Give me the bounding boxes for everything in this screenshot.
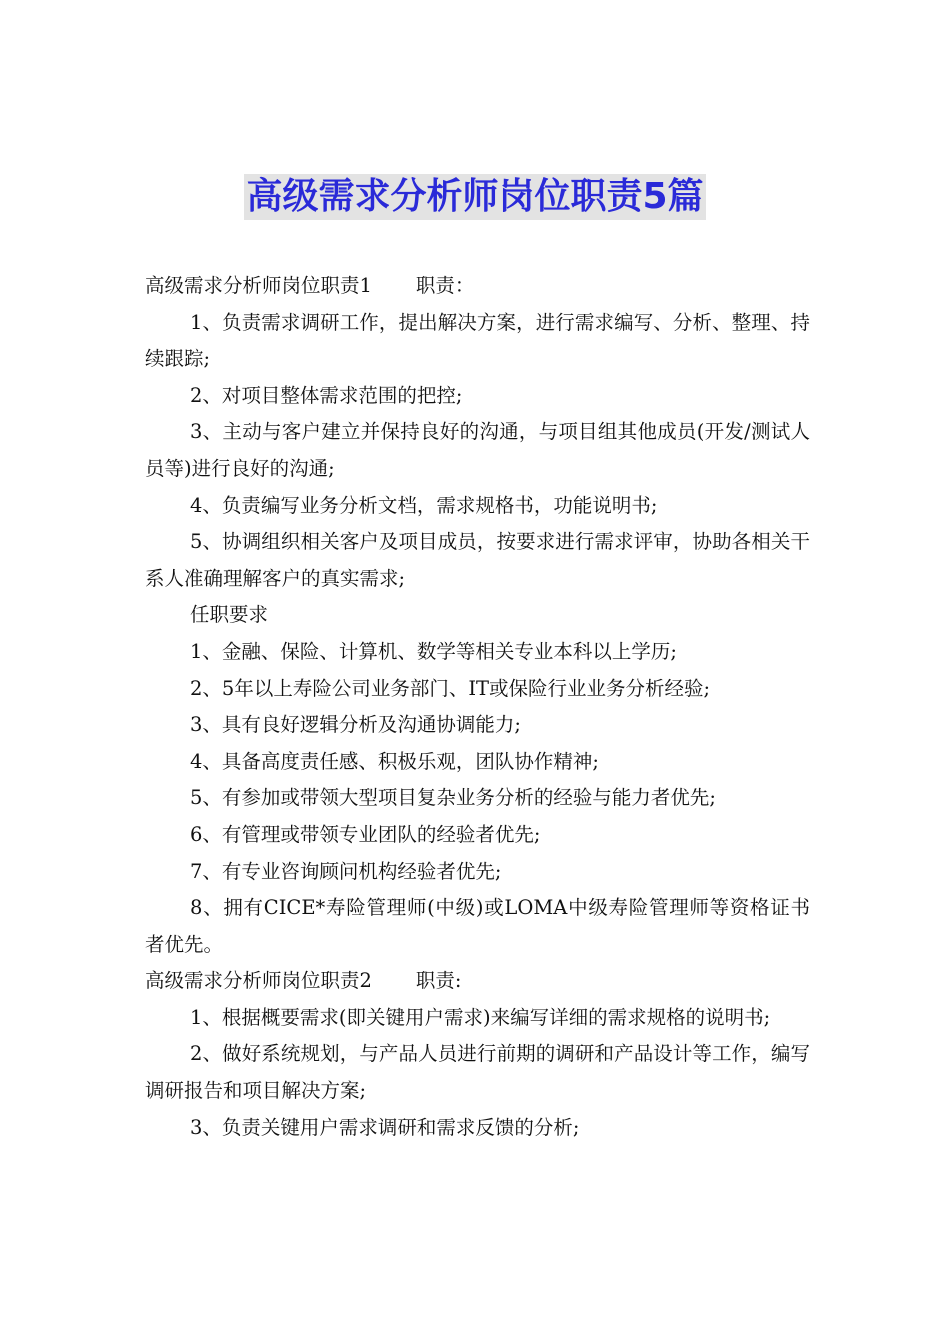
duty-item: 1、根据概要需求(即关键用户需求)来编写详细的需求规格的说明书; (190, 1005, 771, 1029)
requirement-item: 1、金融、保险、计算机、数学等相关专业本科以上学历; (190, 639, 677, 663)
section-heading-1-suffix: 职责： (415, 274, 475, 297)
section-heading-1 (145, 268, 810, 305)
requirement-item: 3、具有良好逻辑分析及沟通协调能力; (190, 713, 521, 737)
document-title: 高级需求分析师岗位职责5篇 (244, 174, 705, 220)
title-container (0, 174, 950, 220)
duty-item: 3、负责关键用户需求调研和需求反馈的分析; (190, 1115, 580, 1139)
requirements-heading: 任职要求 (190, 603, 269, 627)
section-heading-2-suffix: 职责: (415, 969, 462, 993)
document-body (145, 268, 810, 1146)
duty-item: 2、对项目整体需求范围的把控; (190, 383, 463, 407)
requirement-item: 6、有管理或带领专业团队的经验者优先; (190, 822, 541, 846)
requirement-item: 5、有参加或带领大型项目复杂业务分析的经验与能力者优先; (190, 786, 716, 810)
section-heading-2 (145, 963, 810, 1000)
duty-item: 1、负责需求调研工作，提出解决方案，进行需求编写、分析、整理、持续跟踪; (145, 310, 810, 371)
requirement-item: 4、具备高度责任感、积极乐观，团队协作精神; (190, 749, 599, 773)
section-heading-1-text: 高级需求分析师岗位职责1 (145, 274, 372, 297)
duty-item: 3、主动与客户建立并保持良好的沟通，与项目组其他成员(开发/测试人员等)进行良好的沟通; (145, 420, 810, 480)
duty-item: 5、协调组织相关客户及项目成员，按要求进行需求评审，协助各相关干系人准确理解客户的真实需求; (145, 530, 810, 590)
duty-item: 4、负责编写业务分析文档，需求规格书，功能说明书; (190, 493, 658, 517)
requirement-item: 7、有专业咨询顾问机构经验者优先; (190, 859, 502, 883)
requirement-item: 8、拥有CICE*寿险管理师(中级)或LOMA中级寿险管理师等资格证书者优先。 (145, 896, 810, 956)
section-heading-2-text: 高级需求分析师岗位职责2 (145, 969, 372, 993)
requirement-item: 2、5年以上寿险公司业务部门、IT或保险行业业务分析经验; (190, 676, 711, 700)
duty-item: 2、做好系统规划，与产品人员进行前期的调研和产品设计等工作，编写调研报告和项目解决方案; (145, 1042, 810, 1103)
